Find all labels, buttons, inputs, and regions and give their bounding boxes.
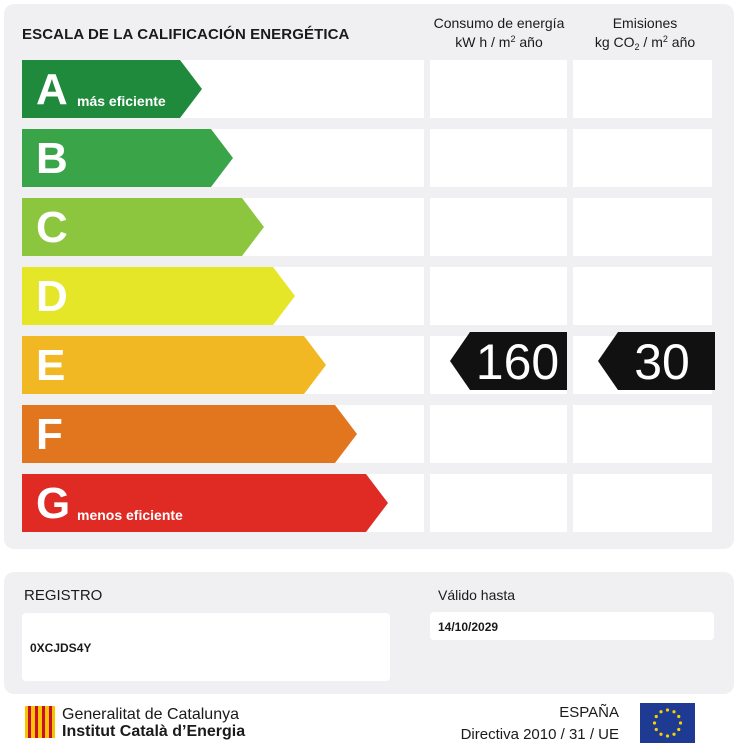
eu-star bbox=[653, 721, 656, 724]
country-label: ESPAÑA bbox=[559, 704, 619, 721]
class-letter: D bbox=[36, 272, 68, 321]
class-arrow-d bbox=[22, 267, 295, 325]
emissions-cell bbox=[573, 405, 712, 463]
eu-star bbox=[655, 715, 658, 718]
energy-cell bbox=[430, 60, 567, 118]
class-arrow-a bbox=[22, 60, 202, 118]
valid-until-value: 14/10/2029 bbox=[438, 620, 499, 634]
eu-star bbox=[679, 721, 682, 724]
directive-label: Directiva 2010 / 31 / UE bbox=[460, 726, 619, 743]
energy-cell bbox=[430, 198, 567, 256]
class-arrow-e bbox=[22, 336, 326, 394]
energy-rating-indicator bbox=[450, 332, 567, 390]
class-letter: C bbox=[36, 203, 68, 252]
eu-star bbox=[677, 715, 680, 718]
energy-cell bbox=[430, 474, 567, 532]
class-letter: F bbox=[36, 410, 63, 459]
emissions-cell bbox=[573, 474, 712, 532]
energy-cell bbox=[430, 405, 567, 463]
emissions-cell bbox=[573, 198, 712, 256]
emissions-value: 30 bbox=[634, 334, 690, 390]
eu-star bbox=[672, 710, 675, 713]
energy-column-header: Consumo de energía kW h / $m^2$ año bbox=[433, 15, 565, 50]
emissions-cell bbox=[573, 267, 712, 325]
valid-until-label: Válido hasta bbox=[438, 587, 516, 603]
eu-star bbox=[666, 708, 669, 711]
class-letter: G bbox=[36, 479, 71, 528]
eu-star bbox=[655, 728, 658, 731]
emissions-cell bbox=[573, 60, 712, 118]
class-note: más eficiente bbox=[77, 93, 166, 109]
energy-cell bbox=[430, 267, 567, 325]
generalitat-flag-icon bbox=[25, 706, 55, 738]
eu-flag-icon bbox=[640, 703, 695, 743]
emissions-cell bbox=[573, 129, 712, 187]
class-arrow-c bbox=[22, 198, 264, 256]
class-letter: E bbox=[36, 341, 66, 390]
scale-title: ESCALA DE LA CALIFICACIÓN ENERGÉTICA bbox=[22, 26, 350, 43]
eu-star bbox=[677, 728, 680, 731]
class-arrow-f bbox=[22, 405, 357, 463]
registry-value: 0XCJDS4Y bbox=[30, 641, 92, 655]
emissions-rating-indicator bbox=[598, 332, 715, 390]
class-arrow-shape bbox=[22, 336, 326, 394]
class-letter: B bbox=[36, 134, 68, 183]
registry-label: REGISTRO bbox=[24, 587, 103, 604]
eu-star bbox=[659, 733, 662, 736]
org-name-line2: Institut Català d’Energia bbox=[62, 723, 246, 740]
class-arrow-shape bbox=[22, 405, 357, 463]
class-arrow-shape bbox=[22, 474, 388, 532]
class-arrow-g bbox=[22, 474, 388, 532]
class-note: menos eficiente bbox=[77, 507, 183, 523]
org-name-line1: Generalitat de Catalunya bbox=[62, 706, 239, 723]
eu-star bbox=[672, 733, 675, 736]
energy-cell bbox=[430, 129, 567, 187]
energy-value: 160 bbox=[475, 334, 560, 390]
class-arrow-b bbox=[22, 129, 233, 187]
eu-star bbox=[659, 710, 662, 713]
emissions-column-header: Emisiones kg $CO_2 / m^2$ año bbox=[594, 15, 696, 52]
eu-star bbox=[666, 734, 669, 737]
class-letter: A bbox=[36, 65, 68, 114]
